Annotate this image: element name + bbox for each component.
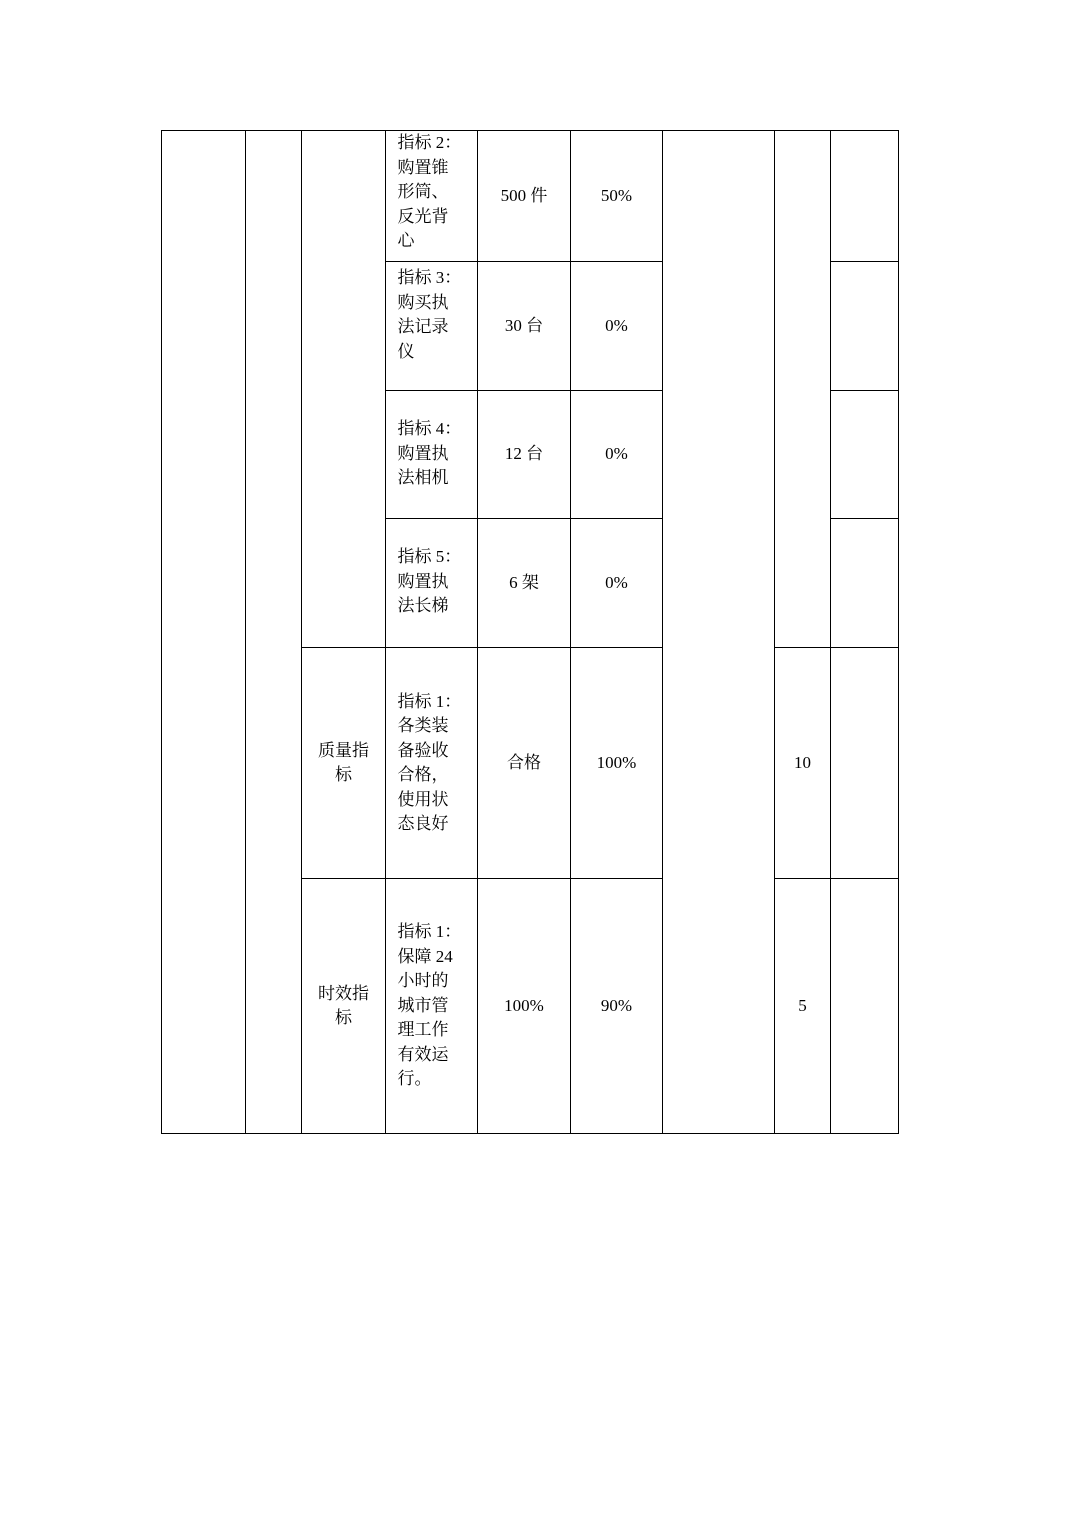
weight-cell — [775, 131, 831, 648]
table-row — [162, 131, 899, 262]
indicator-text: 指标 3： 购买执 法记录 仪 — [397, 268, 462, 361]
score-cell — [831, 519, 899, 648]
indicator-cell — [386, 879, 478, 1134]
weight-cell: 10 — [775, 648, 831, 879]
indicator-text: 指标 2： 购置锥 形筒、 反光背 心 — [397, 133, 462, 250]
target-cell: 合格 — [478, 648, 571, 879]
analysis-cell — [663, 131, 775, 1134]
subcategory-cell — [246, 131, 302, 1134]
weight-cell: 5 — [775, 879, 831, 1134]
target-cell: 100% — [478, 879, 571, 1134]
target-cell: 12 台 — [478, 391, 571, 519]
target-cell: 6 架 — [478, 519, 571, 648]
indicator-text: 指标 4： 购置执 法相机 — [397, 419, 462, 487]
score-cell — [831, 391, 899, 519]
category-cell — [162, 131, 246, 1134]
indicator-text: 指标 5： 购置执 法长梯 — [397, 547, 462, 615]
dimension-cell — [302, 648, 386, 879]
score-cell — [831, 648, 899, 879]
actual-cell: 50% — [571, 131, 663, 262]
dimension-cell — [302, 879, 386, 1134]
indicator-cell — [386, 648, 478, 879]
indicator-cell — [386, 519, 478, 648]
actual-cell: 0% — [571, 519, 663, 648]
actual-cell: 100% — [571, 648, 663, 879]
performance-table — [161, 130, 899, 1134]
dimension-text: 时效指标 — [318, 983, 369, 1027]
target-cell: 30 台 — [478, 262, 571, 391]
actual-cell: 0% — [571, 262, 663, 391]
dimension-text: 质量指标 — [318, 740, 369, 784]
indicator-text: 指标 1： 保障 24 小时的 城市管 理工作 有效运 行。 — [397, 922, 462, 1089]
score-cell — [831, 131, 899, 262]
target-cell: 500 件 — [478, 131, 571, 262]
actual-cell: 0% — [571, 391, 663, 519]
indicator-text: 指标 1： 各类装 备验收 合格， 使用状 态良好 — [397, 691, 462, 833]
score-cell — [831, 262, 899, 391]
score-cell — [831, 879, 899, 1134]
indicator-cell — [386, 391, 478, 519]
actual-cell: 90% — [571, 879, 663, 1134]
indicator-cell — [386, 131, 478, 262]
dimension-cell — [302, 131, 386, 648]
indicator-cell — [386, 262, 478, 391]
